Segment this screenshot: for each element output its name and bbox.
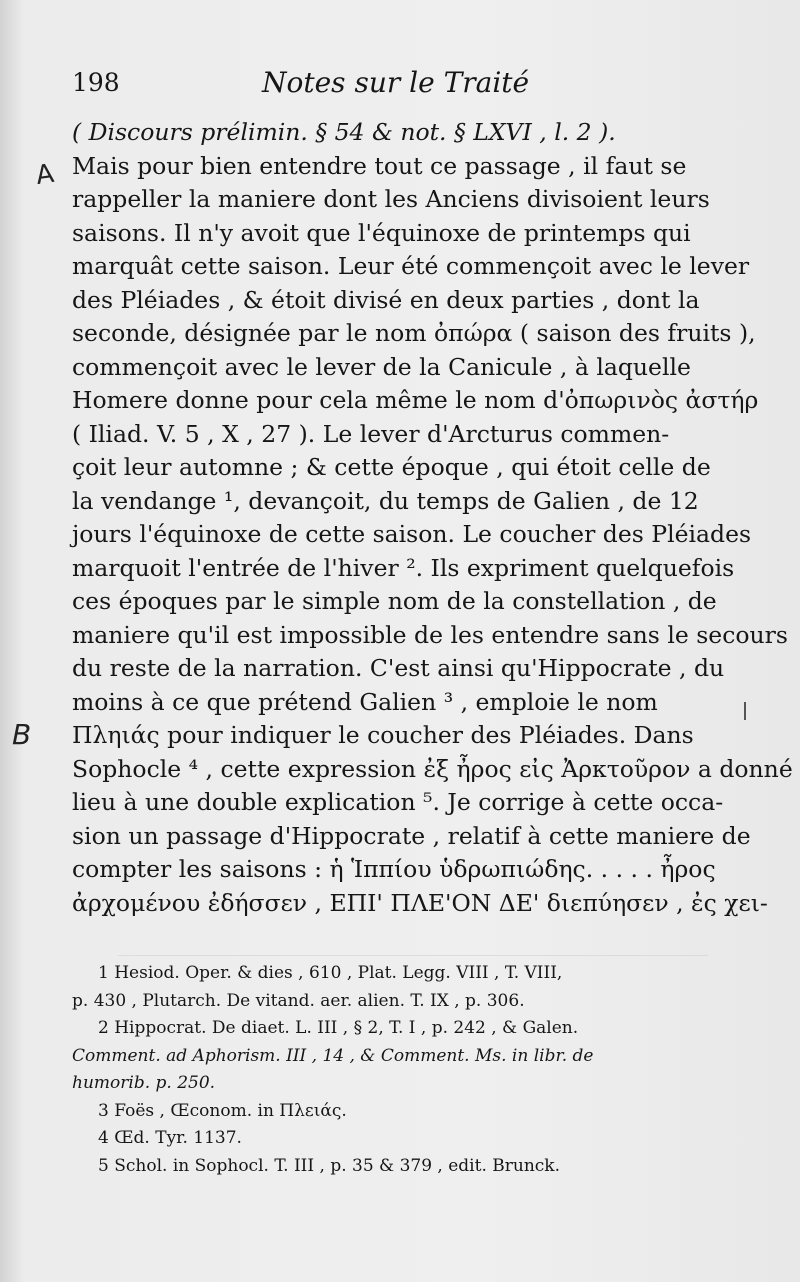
running-head: Notes sur le Traité xyxy=(262,66,530,99)
body-line: rappeller la maniere dont les Anciens divisoient leurs xyxy=(72,185,710,213)
body-line: ( Iliad. V. 5 , X , 27 ). Le lever d'Arcturus commen- xyxy=(72,419,670,448)
body-line: ἀρχομένου ἐδήσσεν , ΕΠΙ' ΠΛΕ'ΟΝ ΔΕ' διεπύησεν , ἐς χει- xyxy=(72,888,768,917)
footnote-line: 4 Œd. Tyr. 1137. xyxy=(98,1128,242,1148)
body-line: jours l'équinoxe de cette saison. Le coucher des Pléiades xyxy=(72,520,752,548)
body-line: du reste de la narration. C'est ainsi qu'Hippocrate , du xyxy=(72,654,725,682)
body-line: marquoit l'entrée de l'hiver ². Ils expriment quelquefois xyxy=(72,553,735,582)
body-text xyxy=(72,116,793,920)
body-line: çoit leur automne ; & cette époque , qui étoit celle de xyxy=(72,453,711,481)
body-line: moins à ce que prétend Galien ³ , emploie le nom xyxy=(72,687,658,716)
page-number: 198 xyxy=(72,68,120,97)
body-line: maniere qu'il est impossible de les entendre sans le secours xyxy=(72,620,788,649)
body-line: seconde, désignée par le nom ὀπώρα ( saison des fruits ), xyxy=(72,319,756,347)
body-line: compter les saisons : ἡ Ἱππίου ὑδρωπιώδης. . . . . ἦρος xyxy=(72,855,716,883)
footnote-line: p. 430 , Plutarch. De vitand. aer. alien. T. IX , p. 306. xyxy=(72,990,525,1011)
body-line: Mais pour bien entendre tout ce passage , il faut se xyxy=(72,151,687,180)
margin-pencil-tick xyxy=(744,702,746,720)
margin-mark-a: A xyxy=(33,158,56,192)
body-line: la vendange ¹, devançoit, du temps de Galien , de 12 xyxy=(72,486,699,515)
body-line: ces époques par le simple nom de la constellation , de xyxy=(72,587,717,615)
body-line: marquât cette saison. Leur été commençoit avec le lever xyxy=(72,252,750,280)
footnote-line: humorib. p. 250. xyxy=(72,1073,216,1093)
body-line: Sophocle ⁴ , cette expression ἐξ ἦρος εἰς Ἀρκτοῦρον a donné xyxy=(72,754,793,783)
body-line: ( Discours prélimin. § 54 & not. § LXVI , l. 2 ). xyxy=(72,118,616,146)
body-line: sion un passage d'Hippocrate , relatif à cette maniere de xyxy=(72,821,751,850)
body-line: Πληιάς pour indiquer le coucher des Pléiades. Dans xyxy=(72,721,694,749)
margin-mark-b: B xyxy=(12,718,32,751)
body-line: des Pléiades , & étoit divisé en deux parties , dont la xyxy=(72,285,700,314)
body-line: saisons. Il n'y avoit que l'équinoxe de printemps qui xyxy=(72,218,691,247)
body-line: commençoit avec le lever de la Canicule , à laquelle xyxy=(72,352,691,381)
footnote-separator xyxy=(118,955,708,957)
footnote-line: Comment. ad Aphorism. III , 14 , & Comment. Ms. in libr. de xyxy=(72,1045,594,1066)
footnote-line: 1 Hesiod. Oper. & dies , 610 , Plat. Legg. VIII , T. VIII, xyxy=(98,963,563,983)
footnote-line: 5 Schol. in Sophocl. T. III , p. 35 & 379 , edit. Brunck. xyxy=(98,1155,561,1176)
footnote-line: 3 Foës , Œconom. in Πλειάς. xyxy=(98,1100,347,1121)
footnotes xyxy=(72,960,712,1180)
page-header xyxy=(72,64,772,106)
footnote-line: 2 Hippocrat. De diaet. L. III , § 2, T. I , p. 242 , & Galen. xyxy=(98,1018,579,1038)
body-line: Homere donne pour cela même le nom d'ὀπωρινὸς ἀστήρ xyxy=(72,386,759,414)
body-line: lieu à une double explication ⁵. Je corrige à cette occa- xyxy=(72,788,724,816)
